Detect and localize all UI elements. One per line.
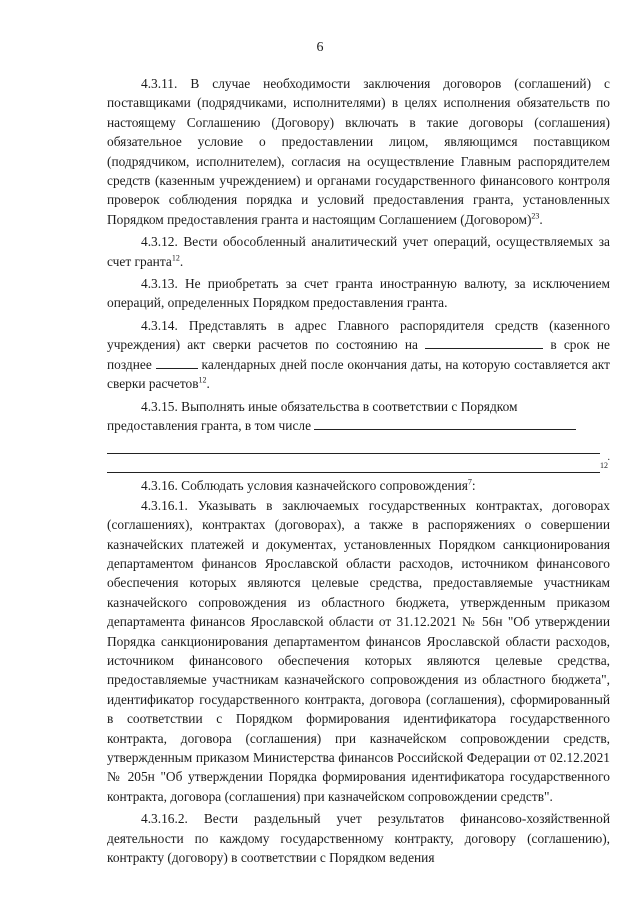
clause-4-3-14: 4.3.14. Представлять в адрес Главного распорядителя средств (казенного учреждения) акт сверки расчетов по состоянию на в срок не позднее календарных дней после окончания даты, на которую составляется акт сверки расчетов$^{12}$. <box>107 317 610 392</box>
clause-4-3-16: 4.3.16. Соблюдать условия казначейского сопровождения$^7$: <box>141 477 476 494</box>
clause-4-3-13: 4.3.13. Не приобретать за счет гранта иностранную валюту, за исключением операций, определенных Порядком предоставления гранта. <box>107 276 610 311</box>
footnote-ref: 12 <box>198 375 207 385</box>
clause-4-3-15 <box>107 397 610 436</box>
other-obligations-line: 12 . <box>107 454 600 473</box>
page-number: 6 <box>316 40 324 55</box>
days-blank <box>156 356 198 369</box>
clause-4-3-11-text: 4.3.11. В случае необходимости заключения договоров (соглашений) с поставщиками (подрядчиками, исполнителями) в целях исполнения обязательств по настоящему Соглашению (Договору) включать в такие договоры (соглашения) обязательное условие о предоставлении лицом, являющимся поставщиком (подрядчиком, исполнителем), согласия на осуществление Главным распорядителем средств (казенным учреждением) и органами государственного финансового контроля проверок соблюдения порядка и условий предоставления гранта, установленных Порядком предоставления гранта и настоящим Соглашением (Договором) <box>107 76 610 227</box>
clause-4-3-15-text: 4.3.15. Выполнять иные обязательства в соответствии с Порядком предоставления гранта, в том числе <box>107 398 518 433</box>
date-blank <box>425 336 543 349</box>
footnote-ref: 12 <box>600 461 608 471</box>
clause-4-3-11: 4.3.11. В случае необходимости заключения договоров (соглашений) с поставщиками (подрядчиками, исполнителями) в целях исполнения обязательств по настоящему Соглашению (Договору) включать в такие договоры (соглашения) обязательное условие о предоставлении лицом, являющимся поставщиком (подрядчиком, исполнителем), согласия на осуществление Главным распорядителем средств (казенным учреждением) и органами государственного финансового контроля проверок соблюдения порядка и условий предоставления гранта, установленных Порядком предоставления гранта и настоящим Соглашением (Договором)$^{23}$. <box>107 76 610 227</box>
other-obligations-line <box>107 435 600 454</box>
clause-4-3-14-text-c: календарных дней после окончания даты, на которую составляется акт сверки расчетов <box>107 356 610 392</box>
footnote-ref: 23 <box>531 211 540 221</box>
clause-4-3-16-2: 4.3.16.2. Вести раздельный учет результатов финансово-хозяйственной деятельности по каждому государственному контракту, договору (соглашению), контракту (договору) в соответствии с Порядком ведения <box>107 811 610 866</box>
clause-4-3-14-text-a: 4.3.14. Представлять в адрес Главного распорядителя средств (казенного учреждения) акт сверки расчетов по состоянию на <box>107 317 610 353</box>
clause-4-3-14-text-b: в срок не позднее <box>107 337 610 372</box>
clause-4-3-16-text: 4.3.16. Соблюдать условия казначейского сопровождения <box>141 478 468 494</box>
other-obligations-blank <box>314 417 576 430</box>
footnote-ref: 7 <box>467 477 472 487</box>
clause-4-3-16-1: 4.3.16.1. Указывать в заключаемых государственных контрактах, договорах (соглашениях), контрактах (договорах), а также в распоряжениях о совершении казначейских платежей и документах, установленных Порядком санкционирования департаментом финансов Ярославской области расходов, источником финансового обеспечения которых являются целевые средства, предоставляемые участникам казначейского сопровождения из областного бюджета, утвержденным приказом департамента финансов Ярославской области от 31.12.2021 № 56н "Об утверждении Порядка санкционирования департаментом финансов Ярославской области расходов, источником финансового обеспечения которых являются целевые средства, предоставляемые участникам казначейского сопровождения из областного бюджета", идентификатор государственного контракта, договора (соглашения), сформированный в соответствии с Порядком формирования идентификатора государственного контракта, договора (соглашения) при казначейском сопровождении средств, утвержденным приказом Министерства финансов Российской Федерации от 02.12.2021 № 205н "Об утверждении Порядка формирования идентификатора государственного контракта, договора (соглашения) при казначейском сопровождении средств". <box>107 497 610 804</box>
clause-4-3-12: 4.3.12. Вести обособленный аналитический учет операций, осуществляемых за счет гранта$^{12}$. <box>107 234 610 269</box>
clause-4-3-12-text: 4.3.12. Вести обособленный аналитический учет операций, осуществляемых за счет гранта <box>107 234 610 269</box>
footnote-ref: 12 <box>171 253 180 263</box>
document-body <box>107 74 610 867</box>
